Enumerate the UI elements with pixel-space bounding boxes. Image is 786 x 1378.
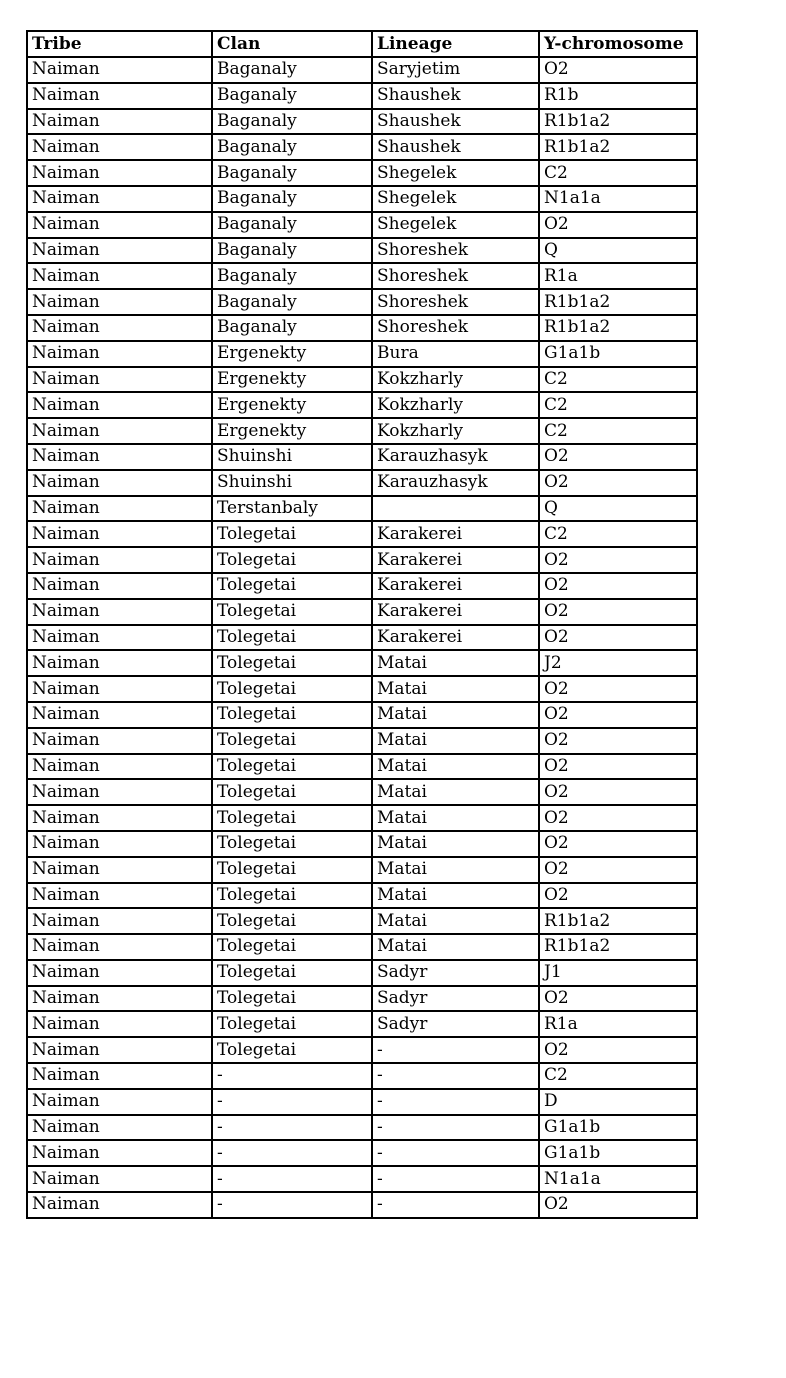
lineage-cell: - [372,1037,539,1063]
clan-cell: Tolegetai [212,573,372,599]
lineage-cell: Shaushek [372,109,539,135]
y-chromosome-cell: O2 [539,444,697,470]
table-row [27,470,697,496]
y-chromosome-cell: O2 [539,573,697,599]
table-row [27,831,697,857]
clan-cell: Tolegetai [212,1037,372,1063]
table-row [27,805,697,831]
lineage-cell: Matai [372,857,539,883]
table-row [27,986,697,1012]
lineage-cell: Shegelek [372,160,539,186]
clan-cell: - [212,1089,372,1115]
lineage-cell: Sadyr [372,986,539,1012]
lineage-cell: Matai [372,883,539,909]
clan-cell: Baganaly [212,315,372,341]
tribe-cell: Naiman [27,496,212,522]
clan-cell: Tolegetai [212,754,372,780]
table-row [27,650,697,676]
clan-cell: Tolegetai [212,547,372,573]
table-row [27,289,697,315]
lineage-cell: - [372,1063,539,1089]
lineage-cell: Karakerei [372,625,539,651]
y-chromosome-cell: C2 [539,521,697,547]
tribe-cell: Naiman [27,212,212,238]
y-chromosome-cell: G1a1b [539,341,697,367]
y-chromosome-cell: C2 [539,160,697,186]
clan-cell: Tolegetai [212,960,372,986]
clan-cell: Baganaly [212,212,372,238]
y-chromosome-cell: O2 [539,779,697,805]
lineage-cell: Matai [372,908,539,934]
tribe-cell: Naiman [27,315,212,341]
tribe-cell: Naiman [27,83,212,109]
tribe-cell: Naiman [27,625,212,651]
clan-cell: Tolegetai [212,805,372,831]
tribe-cell: Naiman [27,263,212,289]
tribe-cell: Naiman [27,883,212,909]
tribe-cell: Naiman [27,186,212,212]
y-chromosome-cell: C2 [539,367,697,393]
y-chromosome-cell: O2 [539,702,697,728]
table-row [27,186,697,212]
table-row [27,1140,697,1166]
tribe-cell: Naiman [27,650,212,676]
clan-cell: Baganaly [212,238,372,264]
lineage-cell: Matai [372,702,539,728]
lineage-cell: Shegelek [372,212,539,238]
clan-cell: - [212,1192,372,1218]
table-row [27,934,697,960]
tribe-cell: Naiman [27,728,212,754]
lineage-cell: Sadyr [372,960,539,986]
y-chromosome-cell: J2 [539,650,697,676]
tribe-cell: Naiman [27,702,212,728]
clan-cell: Tolegetai [212,702,372,728]
y-chromosome-cell: R1b [539,83,697,109]
y-chromosome-cell: N1a1a [539,186,697,212]
tribe-cell: Naiman [27,960,212,986]
clan-cell: Ergenekty [212,341,372,367]
tribe-cell: Naiman [27,444,212,470]
clan-cell: Ergenekty [212,418,372,444]
header-lineage: Lineage [372,31,539,57]
y-chromosome-cell: O2 [539,57,697,83]
clan-cell: Tolegetai [212,1011,372,1037]
lineage-cell: Matai [372,779,539,805]
lineage-cell: Matai [372,831,539,857]
table-row [27,1011,697,1037]
table-row [27,702,697,728]
lineage-cell [372,496,539,522]
lineage-cell: Matai [372,805,539,831]
lineage-cell: Matai [372,934,539,960]
y-chromosome-cell: O2 [539,1037,697,1063]
y-chromosome-cell: O2 [539,728,697,754]
tribe-cell: Naiman [27,341,212,367]
lineage-cell: Shegelek [372,186,539,212]
lineage-cell: Shoreshek [372,263,539,289]
table-row [27,212,697,238]
clan-cell: Tolegetai [212,521,372,547]
y-chromosome-cell: O2 [539,805,697,831]
table-row [27,883,697,909]
lineage-cell: - [372,1192,539,1218]
y-chromosome-cell: R1b1a2 [539,908,697,934]
y-chromosome-cell: G1a1b [539,1140,697,1166]
y-chromosome-cell: O2 [539,1192,697,1218]
table-row [27,728,697,754]
clan-cell: Tolegetai [212,883,372,909]
lineage-cell: Shoreshek [372,238,539,264]
tribe-cell: Naiman [27,1140,212,1166]
lineage-cell: Shoreshek [372,289,539,315]
clan-cell: Terstanbaly [212,496,372,522]
lineage-cell: Karakerei [372,573,539,599]
lineage-cell: Kokzharly [372,392,539,418]
lineage-cell: Karauzhasyk [372,470,539,496]
tribe-cell: Naiman [27,986,212,1012]
clan-cell: Ergenekty [212,367,372,393]
tribe-cell: Naiman [27,908,212,934]
table-body [27,57,697,1218]
clan-cell: - [212,1166,372,1192]
tribe-cell: Naiman [27,418,212,444]
y-chromosome-cell: J1 [539,960,697,986]
lineage-cell: - [372,1166,539,1192]
tribe-cell: Naiman [27,934,212,960]
header-clan: Clan [212,31,372,57]
lineage-cell: Shaushek [372,134,539,160]
clan-cell: Baganaly [212,160,372,186]
tribe-cell: Naiman [27,289,212,315]
clan-cell: Baganaly [212,263,372,289]
table-row [27,857,697,883]
lineage-cell: Sadyr [372,1011,539,1037]
table-row [27,1166,697,1192]
tribe-cell: Naiman [27,779,212,805]
header-tribe: Tribe [27,31,212,57]
clan-cell: Baganaly [212,57,372,83]
lineage-cell: Matai [372,754,539,780]
y-chromosome-cell: R1b1a2 [539,134,697,160]
lineage-cell: Kokzharly [372,418,539,444]
haplogroup-table [26,30,698,1219]
table-row [27,908,697,934]
tribe-cell: Naiman [27,857,212,883]
y-chromosome-cell: O2 [539,547,697,573]
clan-cell: Tolegetai [212,650,372,676]
y-chromosome-cell: N1a1a [539,1166,697,1192]
tribe-cell: Naiman [27,1089,212,1115]
tribe-cell: Naiman [27,521,212,547]
table-row [27,341,697,367]
tribe-cell: Naiman [27,1192,212,1218]
lineage-cell: Karakerei [372,599,539,625]
table-row [27,263,697,289]
tribe-cell: Naiman [27,1037,212,1063]
tribe-cell: Naiman [27,1115,212,1141]
clan-cell: - [212,1063,372,1089]
y-chromosome-cell: G1a1b [539,1115,697,1141]
y-chromosome-cell: R1a [539,1011,697,1037]
table-row [27,573,697,599]
y-chromosome-cell: O2 [539,857,697,883]
lineage-cell: Kokzharly [372,367,539,393]
table-row [27,1115,697,1141]
y-chromosome-cell: R1a [539,263,697,289]
lineage-cell: Shaushek [372,83,539,109]
table-row [27,83,697,109]
clan-cell: Tolegetai [212,857,372,883]
tribe-cell: Naiman [27,109,212,135]
table-row [27,109,697,135]
tribe-cell: Naiman [27,134,212,160]
lineage-cell: - [372,1089,539,1115]
table-row [27,392,697,418]
clan-cell: Ergenekty [212,392,372,418]
table-row [27,1192,697,1218]
y-chromosome-cell: C2 [539,418,697,444]
clan-cell: - [212,1140,372,1166]
table-row [27,754,697,780]
table-row [27,960,697,986]
y-chromosome-cell: Q [539,496,697,522]
clan-cell: Baganaly [212,83,372,109]
clan-cell: Tolegetai [212,728,372,754]
tribe-cell: Naiman [27,754,212,780]
y-chromosome-cell: O2 [539,986,697,1012]
tribe-cell: Naiman [27,367,212,393]
header-row [27,31,697,57]
tribe-cell: Naiman [27,57,212,83]
y-chromosome-cell: R1b1a2 [539,109,697,135]
y-chromosome-cell: O2 [539,883,697,909]
tribe-cell: Naiman [27,831,212,857]
clan-cell: Tolegetai [212,908,372,934]
y-chromosome-cell: O2 [539,599,697,625]
table-row [27,367,697,393]
table-row [27,418,697,444]
y-chromosome-cell: R1b1a2 [539,934,697,960]
clan-cell: Tolegetai [212,779,372,805]
y-chromosome-cell: C2 [539,1063,697,1089]
tribe-cell: Naiman [27,160,212,186]
y-chromosome-cell: O2 [539,212,697,238]
y-chromosome-cell: O2 [539,470,697,496]
lineage-cell: Karauzhasyk [372,444,539,470]
table-header [27,31,697,57]
y-chromosome-cell: R1b1a2 [539,315,697,341]
tribe-cell: Naiman [27,1011,212,1037]
y-chromosome-cell: O2 [539,754,697,780]
tribe-cell: Naiman [27,805,212,831]
table-row [27,676,697,702]
y-chromosome-cell: Q [539,238,697,264]
clan-cell: Tolegetai [212,676,372,702]
y-chromosome-cell: O2 [539,676,697,702]
clan-cell: Baganaly [212,134,372,160]
tribe-cell: Naiman [27,470,212,496]
tribe-cell: Naiman [27,599,212,625]
table-row [27,1089,697,1115]
table-row [27,496,697,522]
y-chromosome-cell: C2 [539,392,697,418]
lineage-cell: Bura [372,341,539,367]
y-chromosome-cell: R1b1a2 [539,289,697,315]
table-row [27,160,697,186]
table-row [27,599,697,625]
clan-cell: - [212,1115,372,1141]
table-row [27,134,697,160]
table-row [27,625,697,651]
clan-cell: Tolegetai [212,599,372,625]
table-row [27,1063,697,1089]
table-row [27,238,697,264]
y-chromosome-cell: O2 [539,831,697,857]
clan-cell: Baganaly [212,186,372,212]
lineage-cell: Matai [372,650,539,676]
header-y-chromosome: Y-chromosome [539,31,697,57]
table-row [27,57,697,83]
clan-cell: Shuinshi [212,470,372,496]
tribe-cell: Naiman [27,1166,212,1192]
clan-cell: Tolegetai [212,625,372,651]
table-row [27,547,697,573]
clan-cell: Tolegetai [212,934,372,960]
clan-cell: Tolegetai [212,831,372,857]
tribe-cell: Naiman [27,547,212,573]
clan-cell: Baganaly [212,109,372,135]
y-chromosome-cell: D [539,1089,697,1115]
lineage-cell: - [372,1115,539,1141]
lineage-cell: Matai [372,728,539,754]
lineage-cell: Shoreshek [372,315,539,341]
lineage-cell: Karakerei [372,521,539,547]
tribe-cell: Naiman [27,238,212,264]
table-row [27,315,697,341]
tribe-cell: Naiman [27,573,212,599]
y-chromosome-cell: O2 [539,625,697,651]
table-row [27,444,697,470]
table-row [27,1037,697,1063]
clan-cell: Tolegetai [212,986,372,1012]
lineage-cell: Matai [372,676,539,702]
table-row [27,521,697,547]
tribe-cell: Naiman [27,676,212,702]
clan-cell: Baganaly [212,289,372,315]
tribe-cell: Naiman [27,1063,212,1089]
lineage-cell: Karakerei [372,547,539,573]
table-row [27,779,697,805]
tribe-cell: Naiman [27,392,212,418]
lineage-cell: - [372,1140,539,1166]
lineage-cell: Saryjetim [372,57,539,83]
clan-cell: Shuinshi [212,444,372,470]
